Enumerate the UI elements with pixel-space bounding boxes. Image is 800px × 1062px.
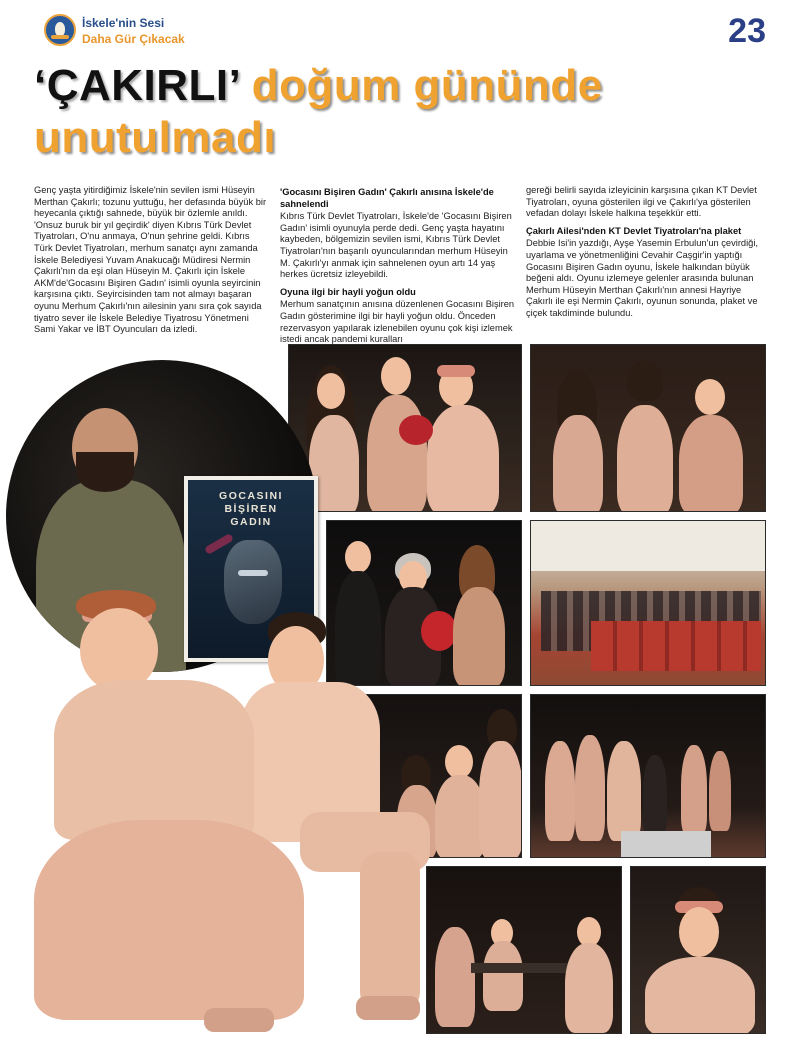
stage-photo-curtain-call bbox=[530, 694, 766, 858]
poster-title: GOCASINI BİŞİREN GADIN bbox=[219, 490, 283, 528]
masthead-slogan: Daha Gür Çıkacak bbox=[82, 32, 185, 46]
subheading: Çakırlı Ailesi'nden KT Devlet Tiyatroları'na plaket bbox=[526, 225, 742, 236]
article-column-3 bbox=[526, 185, 766, 326]
paragraph: Genç yaşta yitirdiğimiz İskele'nin sevilen ismi Hüseyin Merthan Çakırlı; tozunu yuttuğu, her defasında büyük bir heyecanla çıktığı sahnede, büyük bir özlemle anıldı. 'Onsuz buruk bir yıl geçirdik' diyen Kıbrıs Türk Devlet Tiyatroları, O'nu anmaya, O'nun şehrine geldi. Kıbrıs Türk Devlet Tiyatroları, merhum sanatçı aynı zamanda İskele Belediyesi Yuvam Anakucağı Müdiresi Nermin Çakırlı'nın da eşi olan Hüseyin M. Çakırlı için İskele AKM'de'Gocasını Bişiren Gadın' isimli oyunla seyircinin karşısına çıktı. Seyircisinden tam not almayı başaran oyunu Merhum Çakırlı'nın ailesinin yanı sıra çok sayıda tiyatro sever ile İskele Belediye Tiyatrosu Yönetmeni Sami Yakar ve İBT Oyuncuları da izledi. bbox=[34, 185, 267, 335]
paragraph: gereği belirli sayıda izleyicinin karşısına çıkan KT Devlet Tiyatroları, oyuna gösterilen ilgi ve Çakırlı'ya gösterilen vefadan dolayı İskele halkına teşekkür etti. bbox=[526, 185, 757, 219]
article-column-1 bbox=[34, 185, 270, 342]
paragraph: Kıbrıs Türk Devlet Tiyatroları, İskele'de 'Gocasını Bişiren Gadın' isimli oyunuyla perde dedi. Genç yaşta hayatını kaybeden, bölgemizin sevilen ismi, Kıbrıs Türk Devlet Tiyatroları'nın başarılı oyuncularından merhum Hüseyin M. Çakırlı'yı anmak için sahnelenen oyun artı 14 yaş herkes ücretsiz izleyebildi. bbox=[280, 211, 512, 280]
stage-photo-closeup bbox=[630, 866, 766, 1034]
headline-part3: unutulmadı bbox=[34, 113, 277, 162]
masthead bbox=[44, 14, 244, 54]
subheading: Oyuna ilgi bir hayli yoğun oldu bbox=[280, 286, 416, 297]
iskele-lighthouse-logo-icon bbox=[44, 14, 76, 46]
article-headline bbox=[34, 60, 774, 164]
page-number: 23 bbox=[728, 12, 766, 50]
subheading: 'Gocasını Bişiren Gadın' Çakırlı anısına İskele'de sahnelendi bbox=[280, 187, 494, 209]
headline-name: ‘ÇAKIRLI’ bbox=[34, 61, 239, 110]
paragraph: Merhum sanatçının anısına düzenlenen Gocasını Bişiren Gadın gösterimine ilgi bir hayli yoğun oldu. Önceden rezervasyon yapılarak izlenebilen oyunu çok kişi izlemek istedi ancak pandemi kuralları bbox=[280, 299, 515, 345]
masthead-title: İskele'nin Sesi bbox=[82, 16, 165, 30]
stage-photo-bouquet bbox=[288, 344, 522, 512]
headline-part2: doğum gününde bbox=[251, 61, 603, 110]
article-column-2 bbox=[280, 185, 516, 352]
paragraph: Debbie Isi'in yazdığı, Ayşe Yasemin Erbulun'un çevirdiği, uyarlama ve yönetmenliğini Cevahir Caşgir'in yaptığı Gocasını Bişiren Gadın oyunu, İskele halkından büyük beğeni aldı. Oyunu izlemeye gelenler arasında bulunan Merhum Hüseyin Merthan Çakırlı'nın annesi Hayriye Çakırlı ile eşi Nermin Çakırlı, oyunun sonunda, plaket ve çiçek takdiminde bulundu. bbox=[526, 238, 758, 318]
audience-photo bbox=[530, 520, 766, 686]
stage-photo-table-scene bbox=[426, 866, 622, 1034]
actor-cutout-woman-laughing bbox=[34, 590, 304, 1040]
stage-photo-trio bbox=[530, 344, 766, 512]
